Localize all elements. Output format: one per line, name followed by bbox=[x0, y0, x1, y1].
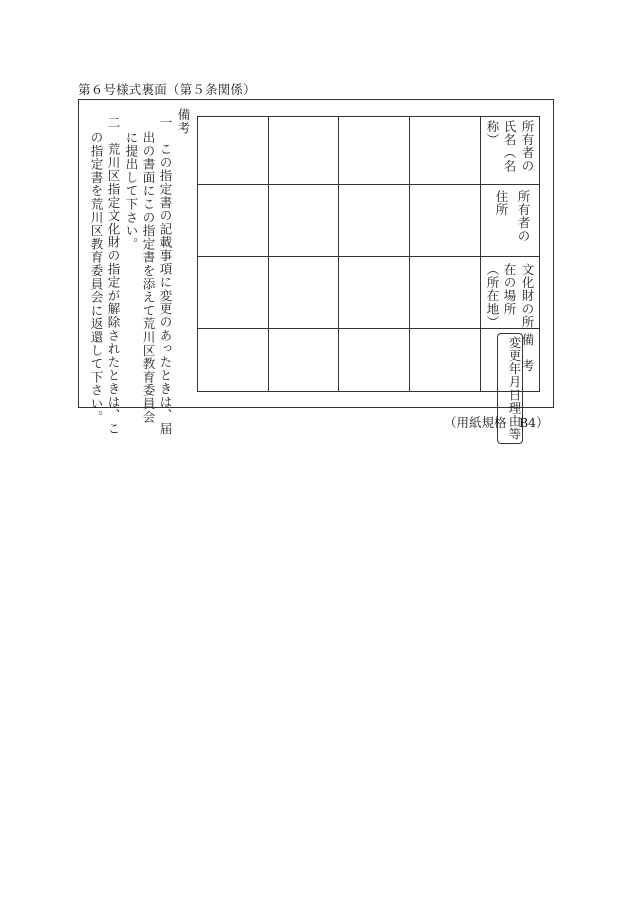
table-row-divider bbox=[198, 256, 539, 257]
note-item-2-line-2: の指定書を荒川区教育委員会に返還して下さい。 bbox=[89, 131, 104, 424]
header-remarks-line-2: 変更年月 bbox=[507, 336, 522, 389]
table-column-divider bbox=[338, 117, 339, 391]
table-row-divider bbox=[198, 184, 539, 185]
form-title: 第６号様式裏面（第５条関係） bbox=[78, 82, 256, 97]
note-item-1-line-2: 出の書面にこの指定書を添えて荒川区教育委員会 bbox=[141, 131, 156, 424]
note-item-1-line-3: に提出して下さい。 bbox=[124, 131, 139, 251]
table-column-divider bbox=[480, 117, 481, 391]
header-owner-address-line-2: 住所 bbox=[494, 190, 509, 217]
header-remarks-line-3: 日理由等 bbox=[507, 388, 522, 441]
note-item-1-line-1: 一 この指定書の記載事項に変更のあったときは、届 bbox=[158, 116, 173, 436]
header-remarks-line-1: 備 考 bbox=[520, 333, 535, 373]
header-owner-name-line-2: 氏名（名 bbox=[502, 120, 517, 173]
header-owner-name-line-1: 所有者の bbox=[520, 120, 535, 173]
header-owner-address-line-1: 所有者の bbox=[516, 190, 531, 243]
header-location-line-1: 文化財の所 bbox=[520, 263, 535, 329]
header-location-line-3: （所在地） bbox=[485, 263, 500, 329]
note-item-2-line-1: 二 荒川区指定文化財の指定が解除されたときは、こ bbox=[106, 116, 121, 436]
notes-heading: 備考 bbox=[176, 108, 191, 135]
header-owner-name-line-3: 称） bbox=[485, 120, 500, 147]
header-location-line-2: 在の場所 bbox=[502, 263, 517, 316]
paper-size-note: （用紙規格 B4） bbox=[444, 415, 549, 430]
table-column-divider bbox=[409, 117, 410, 391]
table-column-divider bbox=[268, 117, 269, 391]
